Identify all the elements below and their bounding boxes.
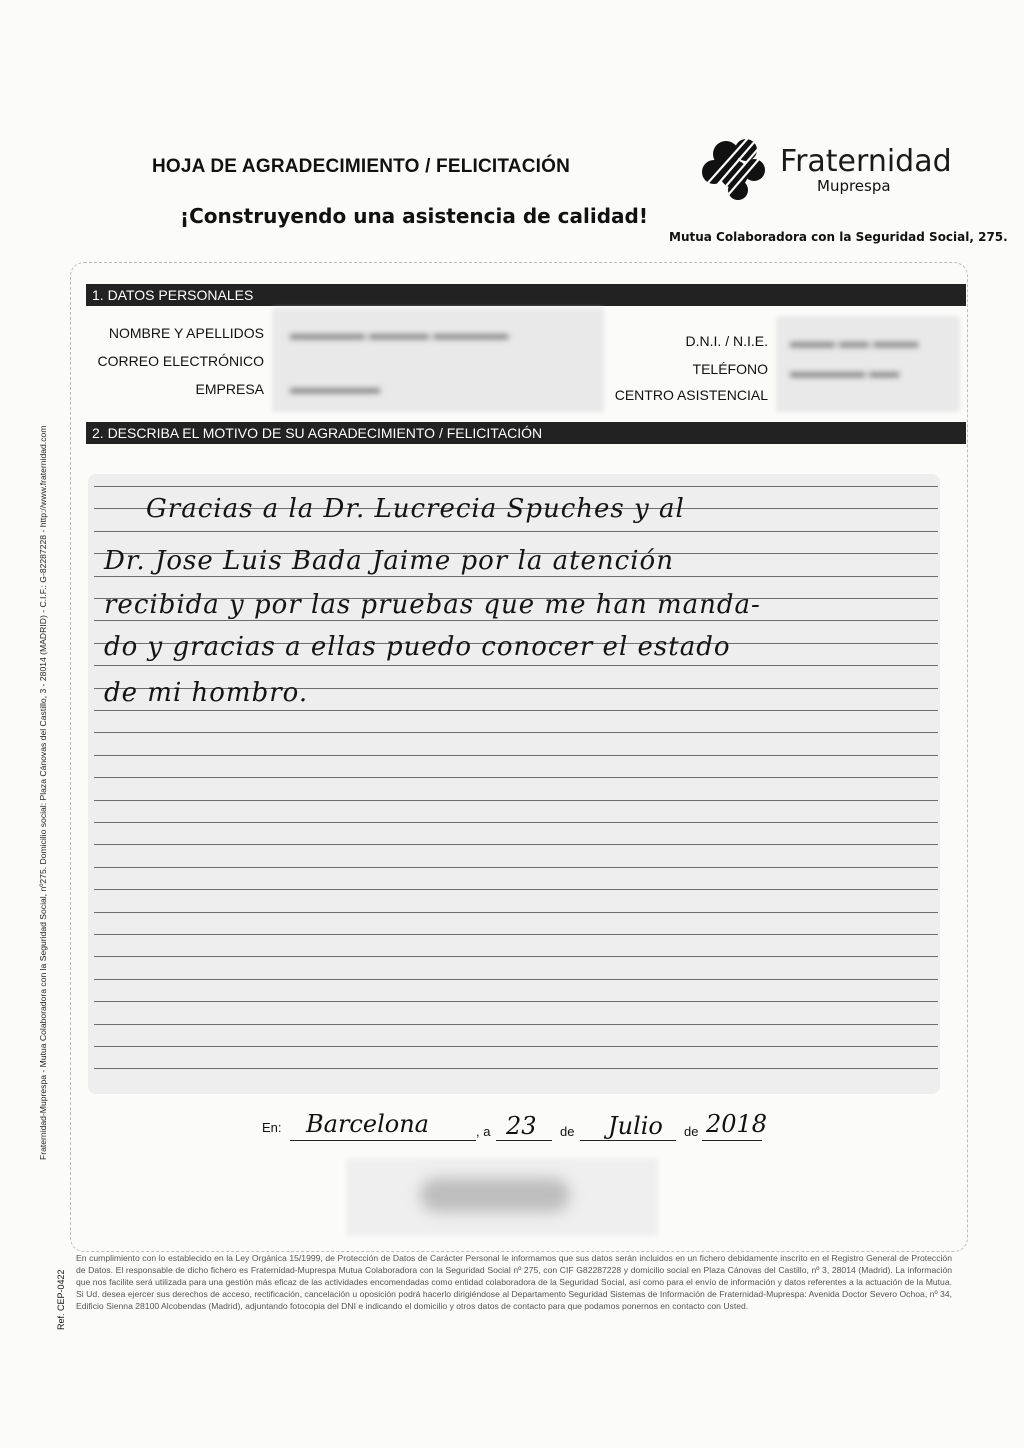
form-subtitle: ¡Construyendo una asistencia de calidad! [180,204,648,228]
ruled-line [94,486,938,487]
legal-notice: En cumplimiento con lo establecido en la Ley Orgánica 15/1999, de Protección de Datos de Carácter Personal le informamos que sus datos serán incluidos en un fichero debidamente inscrito en el Registro General de Protección de Datos. El responsable de dicho fichero es Fraternidad-Muprespa Mutua Colaboradora con la Seguridad Social nº 275, con CIF G82287228 y domicilio social en Plaza Cánovas del Castillo, nº 3, 28014 (Madrid). La información que nos facilite será utilizada para una gestión más eficaz de las actividades encomendadas como entidad colaboradora de la Seguridad Social, así como para el envío de información y datos referentes a la actuación de la Mutua. Si Ud. desea ejercer sus derechos de acceso, rectificación, cancelación u oposición podrá hacerlo dirigiéndose al Departamento Seguridad Sistemas de Información de Fraternidad-Muprespa: Avenida Doctor Severo Ochoa, nº 34, Edificio Sienna 28100 Alcobendas (Madrid), adjuntando fotocopia del DNI e indicando el domicilio y otros datos de contacto para que podamos ponernos en contacto con Usted. [76,1253,952,1311]
date-de-label-2: de [684,1124,699,1139]
label-correo: CORREO ELECTRÓNICO [97,353,264,369]
ruled-line [94,889,938,890]
handwritten-line-4: do y gracias a ellas puedo conocer el estado [104,632,731,662]
ruled-line [94,934,938,935]
signature-redacted [420,1178,570,1212]
handwritten-line-2: Dr. Jose Luis Bada Jaime por la atención [104,546,674,576]
date-day[interactable]: 23 [506,1112,537,1140]
date-a-label: , a [476,1124,491,1139]
ruled-line [94,867,938,868]
ruled-line [94,777,938,778]
ruled-line [94,822,938,823]
date-month[interactable]: Julio [608,1112,663,1140]
ruled-line [94,979,938,980]
ruled-line [94,1046,938,1047]
year-underline [702,1140,762,1141]
date-city[interactable]: Barcelona [306,1110,429,1138]
ruled-line [94,710,938,711]
name-field-redacted[interactable]: ▬▬▬▬▬ ▬▬▬▬ ▬▬▬▬▬ [290,326,509,343]
label-nombre: NOMBRE Y APELLIDOS [108,325,264,341]
label-centro: CENTRO ASISTENCIAL [614,387,768,403]
fraternidad-logo-icon [698,138,776,202]
handwritten-line-3: recibida y por las pruebas que me han manda- [104,590,761,620]
ruled-line [94,844,938,845]
telefono-field-redacted[interactable]: ▬▬▬▬▬ ▬▬ [790,364,900,381]
date-year[interactable]: 2018 [706,1110,768,1138]
ruled-line [94,956,938,957]
ruled-line [94,1001,938,1002]
section2-title: 2. DESCRIBA EL MOTIVO DE SU AGRADECIMIENTO / FELICITACIÓN [92,425,543,441]
day-underline [496,1140,552,1141]
label-empresa: EMPRESA [195,381,264,397]
empresa-field-redacted[interactable]: ▬▬▬▬▬▬ [290,380,380,397]
handwritten-line-5: de mi hombro. [104,678,309,708]
reference-code: Ref. CEP-0422 [56,1269,66,1330]
ruled-line [94,1024,938,1025]
brand-tagline: Mutua Colaboradora con la Seguridad Social, 275. [669,230,1008,244]
ruled-line [94,576,938,577]
section2-header [86,422,966,444]
ruled-line [94,665,938,666]
brand-name: Fraternidad [780,144,952,179]
dni-field-redacted[interactable]: ▬▬▬ ▬▬ ▬▬▬ [790,334,919,351]
month-underline [580,1140,676,1141]
date-en-label: En: [262,1120,282,1135]
date-de-label-1: de [560,1124,575,1139]
section1-header [86,284,966,306]
form-title: HOJA DE AGRADECIMIENTO / FELICITACIÓN [152,156,571,177]
ruled-line [94,620,938,621]
handwritten-line-1: Gracias a la Dr. Lucrecia Spuches y al [146,494,685,524]
ruled-line [94,912,938,913]
ruled-line [94,732,938,733]
label-dni: D.N.I. / N.I.E. [685,333,768,349]
ruled-line [94,800,938,801]
section1-title: 1. DATOS PERSONALES [92,287,254,303]
ruled-line [94,755,938,756]
ruled-line [94,531,938,532]
city-underline [290,1140,476,1141]
brand-sub: Muprespa [817,177,891,195]
side-company-info: Fraternidad-Muprespa - Mutua Colaboradora con la Seguridad Social, nº275. Domicilio social: Plaza Cánovas del Castillo, 3 - 28014 (MADRID) - C.I.F.: G-82287228 - http://www.fraternidad.com [38,425,48,1160]
ruled-line [94,1068,938,1069]
label-telefono: TELÉFONO [692,361,768,377]
